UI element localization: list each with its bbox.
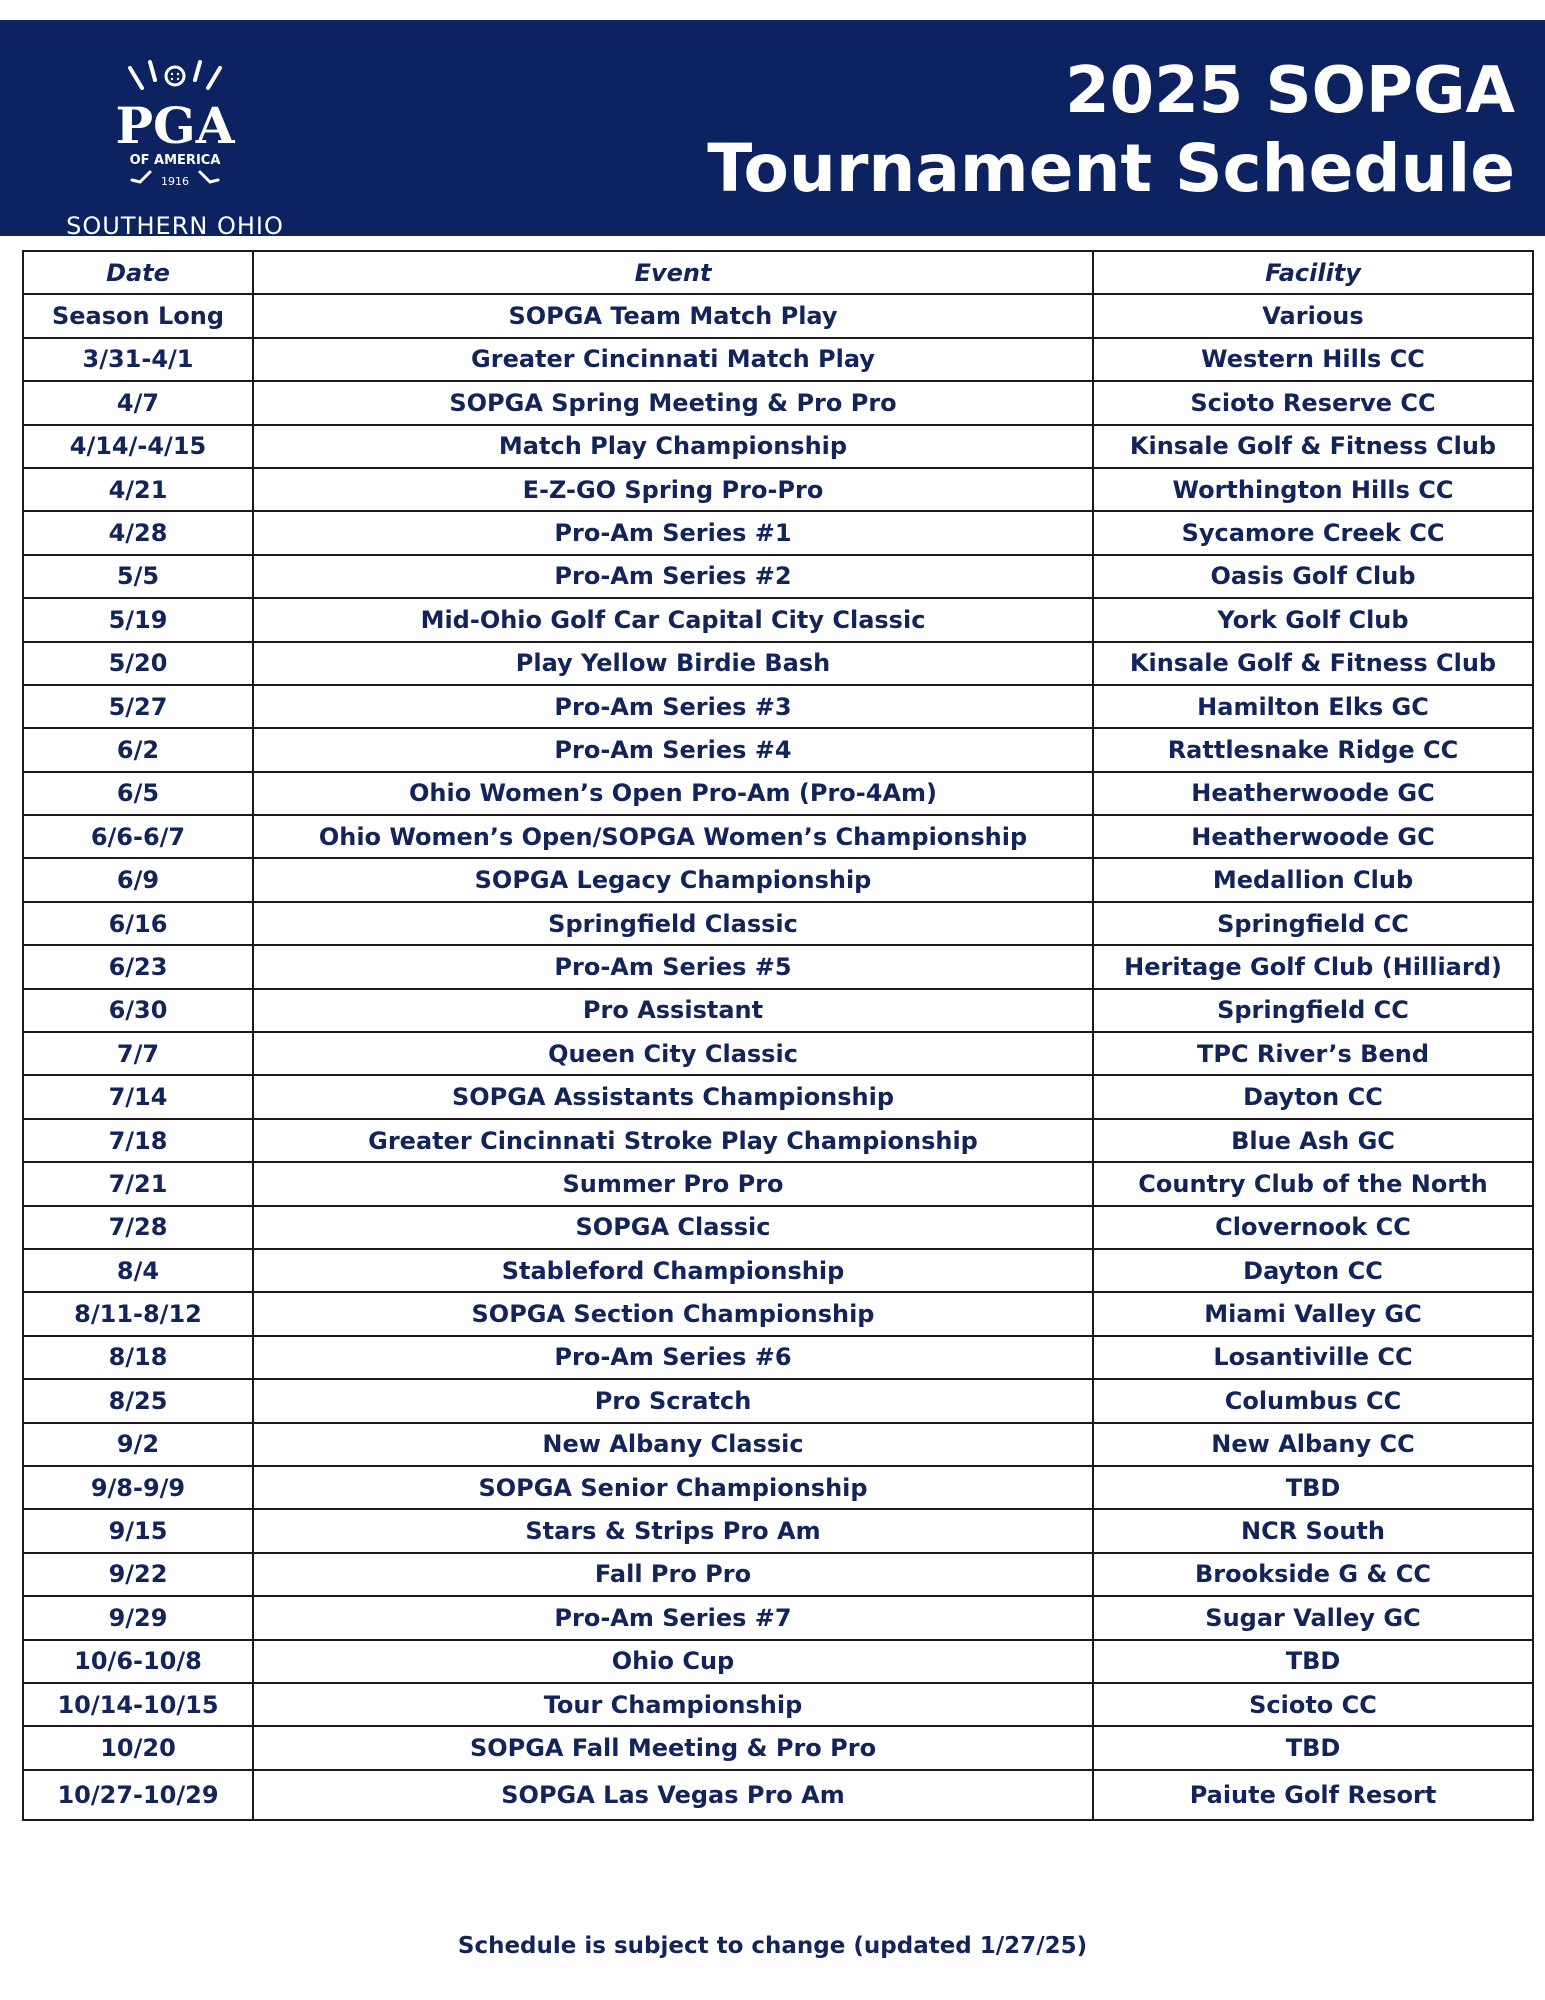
schedule-footnote: Schedule is subject to change (updated 1/27/25) (457, 1933, 1088, 1959)
cell-event: Pro-Am Series #5 (253, 945, 1093, 988)
cell-facility: Scioto Reserve CC (1093, 381, 1533, 424)
cell-date: 9/22 (23, 1553, 253, 1596)
table-row (23, 1379, 1533, 1422)
cell-facility: Columbus CC (1093, 1379, 1533, 1422)
cell-event: SOPGA Assistants Championship (253, 1075, 1093, 1118)
cell-event: Greater Cincinnati Stroke Play Championship (253, 1119, 1093, 1162)
schedule-table (22, 250, 1534, 1821)
cell-event: Fall Pro Pro (253, 1553, 1093, 1596)
cell-date: 6/5 (23, 772, 253, 815)
table-row (23, 1032, 1533, 1075)
cell-facility: Country Club of the North (1093, 1162, 1533, 1205)
cell-event: SOPGA Las Vegas Pro Am (253, 1770, 1093, 1820)
cell-event: Pro-Am Series #1 (253, 511, 1093, 554)
cell-event: Pro-Am Series #7 (253, 1596, 1093, 1639)
table-row (23, 1206, 1533, 1249)
cell-event: Springfield Classic (253, 902, 1093, 945)
cell-event: Summer Pro Pro (253, 1162, 1093, 1205)
cell-facility: New Albany CC (1093, 1423, 1533, 1466)
cell-date: 7/7 (23, 1032, 253, 1075)
cell-date: 8/11-8/12 (23, 1292, 253, 1335)
cell-date: 8/18 (23, 1336, 253, 1379)
cell-event: Pro-Am Series #3 (253, 685, 1093, 728)
cell-date: 10/6-10/8 (23, 1640, 253, 1683)
table-row (23, 1553, 1533, 1596)
logo-region: SOUTHERN OHIO (66, 212, 284, 240)
cell-facility: Worthington Hills CC (1093, 468, 1533, 511)
cell-date: 10/20 (23, 1726, 253, 1769)
cell-date: 6/30 (23, 989, 253, 1032)
table-row (23, 815, 1533, 858)
cell-event: SOPGA Section Championship (253, 1292, 1093, 1335)
cell-date: 9/8-9/9 (23, 1466, 253, 1509)
cell-facility: Sugar Valley GC (1093, 1596, 1533, 1639)
cell-event: SOPGA Senior Championship (253, 1466, 1093, 1509)
cell-facility: Kinsale Golf & Fitness Club (1093, 642, 1533, 685)
cell-facility: Western Hills CC (1093, 338, 1533, 381)
table-row (23, 1423, 1533, 1466)
column-header-event: Event (253, 251, 1093, 294)
cell-date: 9/2 (23, 1423, 253, 1466)
cell-event: Ohio Women’s Open Pro-Am (Pro-4Am) (253, 772, 1093, 815)
cell-event: SOPGA Fall Meeting & Pro Pro (253, 1726, 1093, 1769)
cell-facility: Heatherwoode GC (1093, 772, 1533, 815)
cell-event: Ohio Cup (253, 1640, 1093, 1683)
cell-date: 5/20 (23, 642, 253, 685)
cell-event: Queen City Classic (253, 1032, 1093, 1075)
cell-event: Pro-Am Series #4 (253, 728, 1093, 771)
page-header (0, 20, 1545, 240)
cell-date: 6/2 (23, 728, 253, 771)
table-row (23, 555, 1533, 598)
cell-date: 10/14-10/15 (23, 1683, 253, 1726)
cell-facility: Kinsale Golf & Fitness Club (1093, 425, 1533, 468)
table-row (23, 1292, 1533, 1335)
cell-date: 6/23 (23, 945, 253, 988)
cell-date: 6/16 (23, 902, 253, 945)
cell-facility: Sycamore Creek CC (1093, 511, 1533, 554)
cell-facility: Heritage Golf Club (Hilliard) (1093, 945, 1533, 988)
cell-event: Pro Assistant (253, 989, 1093, 1032)
pga-logo (60, 40, 290, 240)
cell-event: New Albany Classic (253, 1423, 1093, 1466)
table-row (23, 1249, 1533, 1292)
cell-event: SOPGA Legacy Championship (253, 858, 1093, 901)
table-row (23, 294, 1533, 337)
cell-date: 6/9 (23, 858, 253, 901)
table-row (23, 1596, 1533, 1639)
cell-date: 3/31-4/1 (23, 338, 253, 381)
cell-date: 7/21 (23, 1162, 253, 1205)
cell-facility: Losantiville CC (1093, 1336, 1533, 1379)
table-row (23, 1075, 1533, 1118)
cell-facility: Medallion Club (1093, 858, 1533, 901)
cell-facility: York Golf Club (1093, 598, 1533, 641)
cell-facility: Rattlesnake Ridge CC (1093, 728, 1533, 771)
cell-date: 7/28 (23, 1206, 253, 1249)
table-row (23, 642, 1533, 685)
table-row (23, 598, 1533, 641)
table-row (23, 1509, 1533, 1552)
cell-facility: Heatherwoode GC (1093, 815, 1533, 858)
cell-event: Tour Championship (253, 1683, 1093, 1726)
table-row (23, 685, 1533, 728)
table-row (23, 1683, 1533, 1726)
cell-event: Stableford Championship (253, 1249, 1093, 1292)
table-row (23, 425, 1533, 468)
logo-subtitle: OF AMERICA (129, 153, 221, 168)
cell-facility: Various (1093, 294, 1533, 337)
logo-wordmark: PGA (115, 96, 235, 155)
cell-facility: TBD (1093, 1640, 1533, 1683)
table-row (23, 1119, 1533, 1162)
cell-facility: Oasis Golf Club (1093, 555, 1533, 598)
cell-date: 6/6-6/7 (23, 815, 253, 858)
cell-facility: Scioto CC (1093, 1683, 1533, 1726)
cell-event: Pro-Am Series #2 (253, 555, 1093, 598)
cell-event: SOPGA Spring Meeting & Pro Pro (253, 381, 1093, 424)
cell-facility: Springfield CC (1093, 989, 1533, 1032)
cell-date: 5/19 (23, 598, 253, 641)
table-row (23, 728, 1533, 771)
cell-date: 4/7 (23, 381, 253, 424)
table-header-row (23, 251, 1533, 294)
cell-facility: Brookside G & CC (1093, 1553, 1533, 1596)
cell-date: 7/18 (23, 1119, 253, 1162)
cell-facility: Miami Valley GC (1093, 1292, 1533, 1335)
cell-facility: TBD (1093, 1726, 1533, 1769)
logo-year: 1916 (161, 175, 189, 188)
cell-event: SOPGA Classic (253, 1206, 1093, 1249)
column-header-date: Date (23, 251, 253, 294)
schedule-body (23, 294, 1533, 1819)
table-row (23, 1770, 1533, 1820)
table-row (23, 858, 1533, 901)
cell-facility: Dayton CC (1093, 1075, 1533, 1118)
cell-date: 7/14 (23, 1075, 253, 1118)
cell-event: Mid-Ohio Golf Car Capital City Classic (253, 598, 1093, 641)
cell-event: Greater Cincinnati Match Play (253, 338, 1093, 381)
cell-date: 8/4 (23, 1249, 253, 1292)
table-row (23, 945, 1533, 988)
cell-facility: Springfield CC (1093, 902, 1533, 945)
table-row (23, 1466, 1533, 1509)
cell-event: Pro-Am Series #6 (253, 1336, 1093, 1379)
table-row (23, 1640, 1533, 1683)
cell-event: Match Play Championship (253, 425, 1093, 468)
table-row (23, 902, 1533, 945)
cell-event: Pro Scratch (253, 1379, 1093, 1422)
cell-date: 4/28 (23, 511, 253, 554)
cell-facility: Dayton CC (1093, 1249, 1533, 1292)
cell-facility: Clovernook CC (1093, 1206, 1533, 1249)
cell-event: Ohio Women’s Open/SOPGA Women’s Championship (253, 815, 1093, 858)
table-row (23, 381, 1533, 424)
cell-facility: Blue Ash GC (1093, 1119, 1533, 1162)
cell-date: 5/27 (23, 685, 253, 728)
pga-logo-emblem (80, 40, 270, 190)
cell-event: Stars & Strips Pro Am (253, 1509, 1093, 1552)
cell-date: 5/5 (23, 555, 253, 598)
table-row (23, 989, 1533, 1032)
column-header-facility: Facility (1093, 251, 1533, 294)
cell-date: 9/15 (23, 1509, 253, 1552)
table-row (23, 1162, 1533, 1205)
cell-event: Play Yellow Birdie Bash (253, 642, 1093, 685)
table-row (23, 338, 1533, 381)
title-line-2: Tournament Schedule (707, 130, 1515, 207)
title-line-1: 2025 SOPGA (1065, 54, 1515, 128)
cell-date: 8/25 (23, 1379, 253, 1422)
table-row (23, 511, 1533, 554)
cell-date: 9/29 (23, 1596, 253, 1639)
page-title (707, 52, 1515, 208)
cell-date: 10/27-10/29 (23, 1770, 253, 1820)
cell-date: 4/21 (23, 468, 253, 511)
table-row (23, 772, 1533, 815)
cell-date: 4/14/-4/15 (23, 425, 253, 468)
table-row (23, 1336, 1533, 1379)
cell-facility: TBD (1093, 1466, 1533, 1509)
cell-date: Season Long (23, 294, 253, 337)
cell-facility: TPC River’s Bend (1093, 1032, 1533, 1075)
cell-event: SOPGA Team Match Play (253, 294, 1093, 337)
cell-facility: NCR South (1093, 1509, 1533, 1552)
table-row (23, 1726, 1533, 1769)
cell-facility: Hamilton Elks GC (1093, 685, 1533, 728)
cell-event: E-Z-GO Spring Pro-Pro (253, 468, 1093, 511)
cell-facility: Paiute Golf Resort (1093, 1770, 1533, 1820)
table-row (23, 468, 1533, 511)
